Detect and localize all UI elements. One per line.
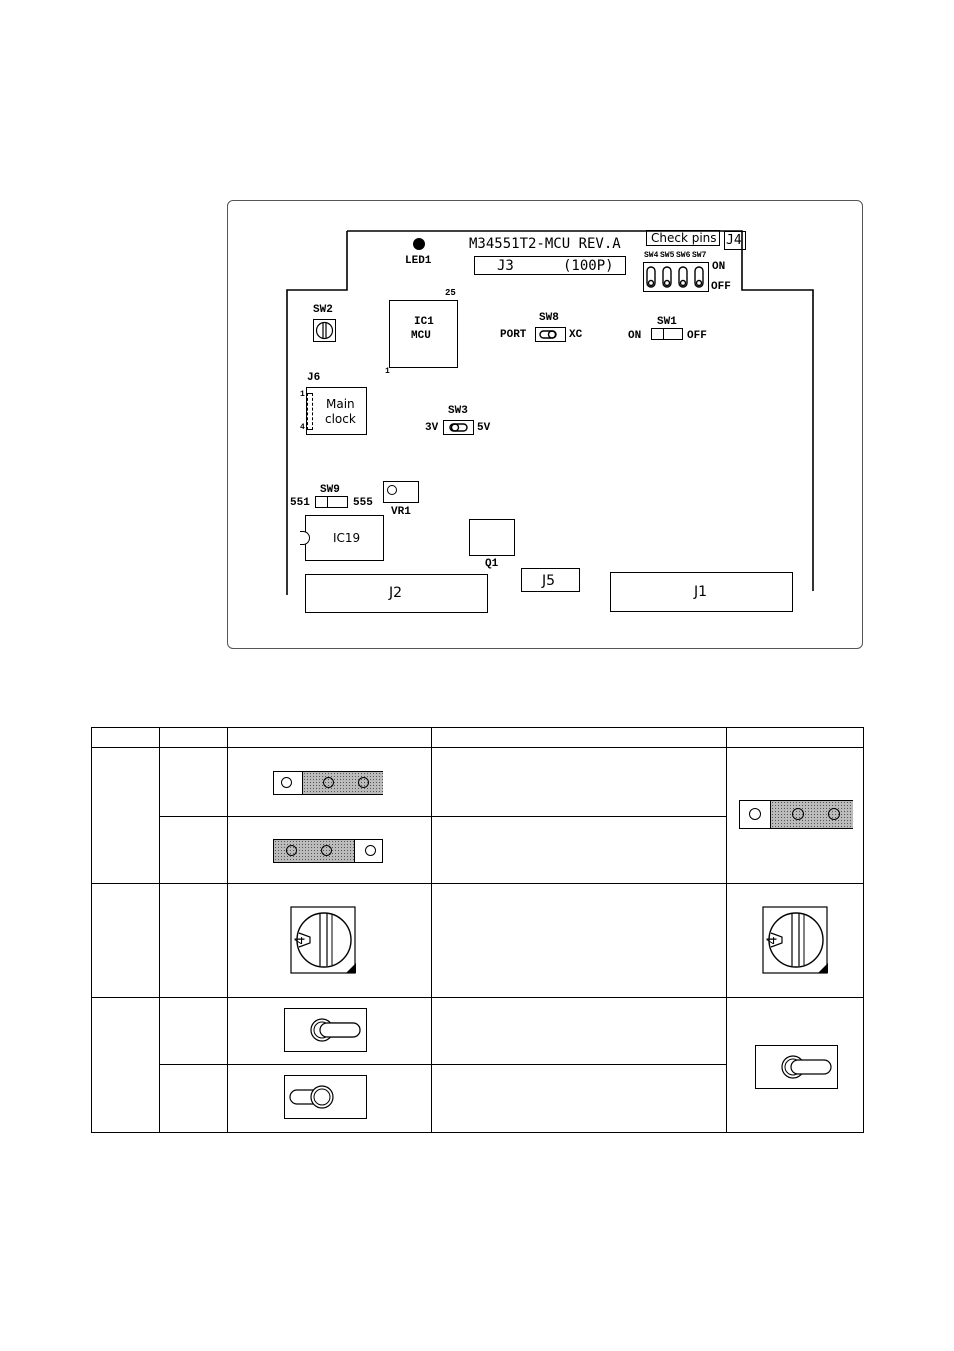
vr1-label: VR1	[391, 506, 411, 518]
j6-pin4-label: 4	[300, 423, 305, 432]
sw1-on-label: ON	[628, 330, 642, 342]
j6-pin1-label: 1	[300, 390, 305, 399]
sw2-label: SW2	[313, 304, 333, 316]
sw3-3v-label: 3V	[425, 422, 439, 434]
sw6-label: SW6	[676, 251, 691, 260]
sw3-label: SW3	[448, 405, 468, 417]
col-divider-2	[227, 728, 228, 1132]
row-divider-3	[92, 997, 863, 998]
j5-label: J5	[542, 573, 556, 589]
ic19-label: IC19	[333, 531, 361, 545]
jumper-setting-2-icon	[273, 839, 383, 863]
check-pins-label: Check pins	[651, 231, 717, 245]
dial-default-digit: 4	[765, 936, 781, 945]
sw8-switch-icon	[535, 327, 567, 343]
board-title: M34551T2-MCU REV.A	[469, 236, 621, 252]
jumper-setting-1-icon	[273, 771, 383, 795]
j6-label: J6	[307, 372, 321, 384]
j6-pin-strip	[307, 393, 313, 430]
sw1-off-label: OFF	[687, 330, 707, 342]
header-divider	[92, 747, 863, 748]
sw4-label: SW4	[644, 251, 659, 260]
ic1-label: IC1	[414, 316, 434, 328]
dial-setting-digit: 4	[293, 936, 309, 945]
dip-switch-levers	[643, 262, 709, 292]
xc-label: XC	[569, 329, 583, 341]
vr1-hole	[387, 485, 397, 495]
ic1-pin25-label: 25	[445, 288, 456, 298]
j3-pins-label: (100P)	[563, 258, 614, 274]
sw9-555-label: 555	[353, 497, 373, 509]
led-label: LED1	[405, 255, 432, 267]
row-divider-2	[92, 883, 863, 884]
sw1-label: SW1	[657, 316, 677, 328]
ic1-pin1-label: 1	[385, 367, 390, 376]
port-label: PORT	[500, 329, 527, 341]
sw9-label: SW9	[320, 484, 340, 496]
row-divider-3a	[160, 1064, 727, 1065]
j4-label: J4	[726, 233, 742, 248]
q1-transistor	[469, 519, 515, 556]
mcu-label: MCU	[411, 330, 431, 342]
col-divider-4	[726, 728, 727, 1132]
jumper-default-icon	[739, 800, 853, 829]
sw9-551-label: 551	[290, 497, 310, 509]
sw7-label: SW7	[692, 251, 707, 260]
col-divider-3	[431, 728, 432, 1132]
dip-on-label: ON	[712, 261, 726, 273]
q1-label: Q1	[485, 558, 499, 570]
j2-label: J2	[389, 585, 403, 601]
main-label: Main	[326, 397, 355, 411]
main-clock-box	[306, 387, 367, 435]
switch-settings-table	[91, 727, 864, 1133]
slide-switch-left-icon	[284, 1075, 368, 1119]
dip-off-label: OFF	[711, 281, 731, 293]
sw3-switch-icon	[443, 420, 475, 436]
sw9-switch	[315, 496, 348, 508]
sw3-5v-label: 5V	[477, 422, 491, 434]
sw5-label: SW5	[660, 251, 675, 260]
row-divider-1a	[160, 816, 727, 817]
slide-switch-default-icon	[755, 1045, 839, 1090]
clock-label: clock	[325, 412, 356, 426]
slide-switch-right-icon	[284, 1008, 368, 1052]
sw2-dial-icon	[313, 319, 337, 343]
sw8-label: SW8	[539, 312, 559, 324]
j3-label: J3	[497, 258, 514, 274]
sw1-switch	[651, 328, 683, 340]
col-divider-1	[159, 728, 160, 1132]
led-dot	[413, 238, 425, 250]
j1-label: J1	[694, 584, 708, 600]
